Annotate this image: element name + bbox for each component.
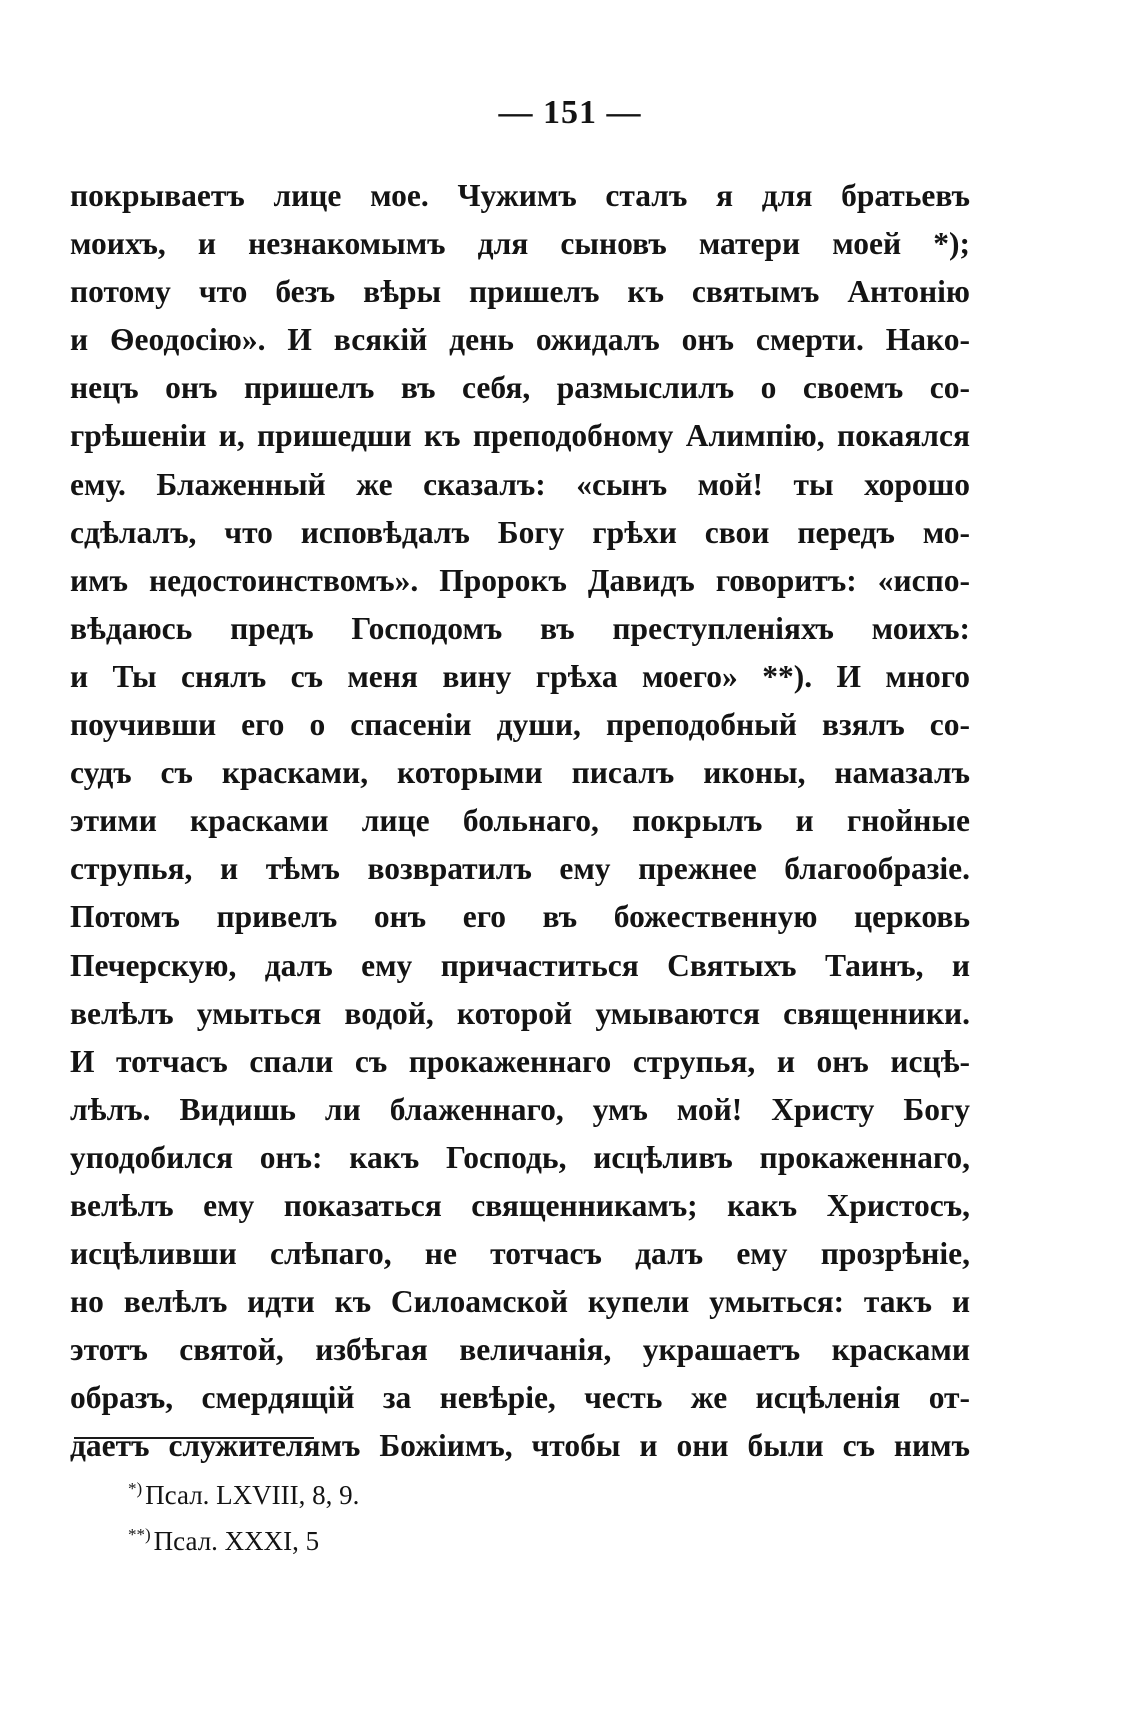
text-line: этотъ святой, избѣгая величанія, украшаетъ красками xyxy=(70,1332,970,1368)
text-line: потому что безъ вѣры пришелъ къ святымъ Антонію xyxy=(70,274,970,310)
main-text xyxy=(70,172,970,1471)
text-line: но велѣлъ идти къ Силоамской купели умыться: такъ и xyxy=(70,1284,970,1320)
text-line: поучивши его о спасеніи души, преподобный взялъ со- xyxy=(70,707,970,743)
text-line: имъ недостоинствомъ». Пророкъ Давидъ говоритъ: «испо- xyxy=(70,562,970,598)
footnote-2-mark: **) xyxy=(128,1525,151,1544)
footnote-2 xyxy=(128,1512,828,1558)
page-number: — 151 — xyxy=(498,94,642,131)
text-line: даетъ служителямъ Божіимъ, чтобы и они были съ нимъ xyxy=(70,1428,970,1464)
footnote-1-text: Псал. LXVIII, 8, 9. xyxy=(145,1480,360,1510)
text-line: нецъ онъ пришелъ въ себя, размыслилъ о своемъ со- xyxy=(70,370,970,406)
footnote-1-mark: *) xyxy=(128,1479,143,1498)
text-line: исцѣливши слѣпаго, не тотчасъ далъ ему прозрѣніе, xyxy=(70,1236,970,1272)
footnote-divider xyxy=(74,1437,314,1439)
text-line: велѣлъ ему показаться священникамъ; какъ Христосъ, xyxy=(70,1187,970,1223)
text-line: уподобился онъ: какъ Господь, исцѣливъ прокаженнаго, xyxy=(70,1139,970,1175)
text-line: И тотчасъ спали съ прокаженнаго струпья, и онъ исцѣ- xyxy=(70,1043,970,1079)
text-line: грѣшеніи и, пришедши къ преподобному Алимпію, покаялся xyxy=(70,418,970,454)
text-line: Печерскую, далъ ему причаститься Святыхъ Таинъ, и xyxy=(70,947,970,983)
text-line: вѣдаюсь предъ Господомъ въ преступленіяхъ моихъ: xyxy=(70,610,970,646)
text-line: этими красками лице больнаго, покрылъ и гнойные xyxy=(70,803,970,839)
text-line: покрываетъ лице мое. Чужимъ сталъ я для братьевъ xyxy=(70,178,970,213)
text-line: лѣлъ. Видишь ли блаженнаго, умъ мой! Христу Богу xyxy=(70,1091,970,1127)
text-line: судъ съ красками, которыми писалъ иконы, намазалъ xyxy=(70,755,970,791)
footnote-2-text: Псал. XXXI, 5 xyxy=(153,1526,320,1556)
text-line: образъ, смердящій за невѣріе, честь же исцѣленія от- xyxy=(70,1380,970,1416)
text-line: велѣлъ умыться водой, которой умываются священники. xyxy=(70,995,970,1031)
text-line: моихъ, и незнакомымъ для сыновъ матери моей *); xyxy=(70,226,970,262)
text-line: струпья, и тѣмъ возвратилъ ему прежнее благообразіе. xyxy=(70,851,970,887)
footnotes xyxy=(128,1466,828,1558)
text-line: и Ѳеодосію». И всякій день ожидалъ онъ смерти. Нако- xyxy=(70,322,970,358)
text-line: ему. Блаженный же сказалъ: «сынъ мой! ты хорошо xyxy=(70,466,970,502)
text-line: сдѣлалъ, что исповѣдалъ Богу грѣхи свои передъ мо- xyxy=(70,514,970,550)
footnote-1 xyxy=(128,1466,828,1512)
text-line: Потомъ привелъ онъ его въ божественную церковь xyxy=(70,899,970,935)
text-line: и Ты снялъ съ меня вину грѣха моего» **). И много xyxy=(70,658,970,694)
